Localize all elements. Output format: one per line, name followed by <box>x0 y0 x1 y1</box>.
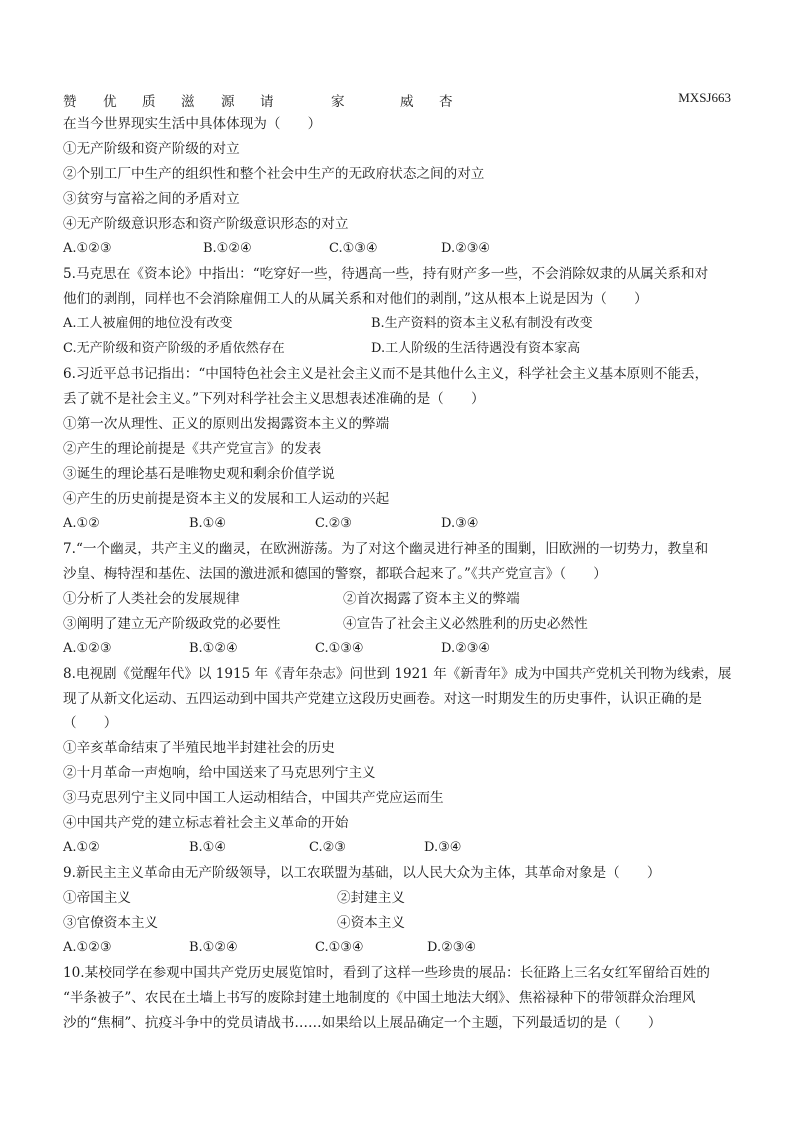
question-stem: 9.新民主主义革命由无产阶级领导，以工农联盟为基础，以人民大众为主体，其革命对象是（ ） <box>63 865 661 881</box>
answer-option: B.①④ <box>189 516 226 531</box>
answer-option: C.②③ <box>309 840 346 855</box>
document-code: MXSJ663 <box>678 90 731 105</box>
header-char: 威 <box>400 94 414 110</box>
statement-item: ①第一次从理性、正义的原则出发揭露资本主义的弊端 <box>63 416 390 432</box>
statement-item: ④宣告了社会主义必然胜利的历史必然性 <box>343 616 588 632</box>
answer-option: C.①③④ <box>329 241 378 256</box>
statement-item: ③阐明了建立无产阶级政党的必要性 <box>63 616 281 632</box>
answer-option: C.①③④ <box>315 641 364 656</box>
header-char: 家 <box>331 94 345 110</box>
page-header <box>63 90 731 108</box>
answer-option: B.①④ <box>189 840 226 855</box>
question-stem: 在当今世界现实生活中具体体现为（ ） <box>63 116 322 132</box>
answer-option: D.③④ <box>424 840 462 855</box>
answer-option: C.②③ <box>315 516 352 531</box>
answer-option: B.①②④ <box>189 641 238 656</box>
statement-item: ③贫穷与富裕之间的矛盾对立 <box>63 191 240 207</box>
answer-option: D.③④ <box>441 516 479 531</box>
question-stem: 丢了就不是社会主义。”下列对科学社会主义思想表述准确的是（ ） <box>63 391 485 407</box>
answer-option: B.①②④ <box>203 241 252 256</box>
header-char: 源 <box>221 94 235 110</box>
statement-item: ②十月革命一声炮响，给中国送来了马克思列宁主义 <box>63 765 376 781</box>
statement-item: ③官僚资本主义 <box>63 915 159 931</box>
answer-option: D.②③④ <box>441 641 491 656</box>
answer-option: B.①②④ <box>189 940 238 955</box>
statement-item: ②产生的理论前提是《共产党宣言》的发表 <box>63 441 322 457</box>
answer-option: A.①② <box>63 516 100 531</box>
header-char: 优 <box>103 94 117 110</box>
question-stem: 沙皇、梅特涅和基佐、法国的激进派和德国的警察，都联合起来了。”《共产党宣言》（ ） <box>63 566 607 582</box>
statement-item: ①无产阶级和资产阶级的对立 <box>63 141 240 157</box>
question-stem: 7.“一个幽灵，共产主义的幽灵，在欧洲游荡。为了对这个幽灵进行神圣的围剿，旧欧洲的一切势力，教皇和 <box>63 541 709 557</box>
statement-item: ②个别工厂中生产的组织性和整个社会中生产的无政府状态之间的对立 <box>63 166 485 182</box>
question-stem: 5.马克思在《资本论》中指出：“吃穿好一些，待遇高一些，持有财产多一些，不会消除奴隶的从属关系和对 <box>63 266 709 282</box>
answer-option: A.①②③ <box>63 241 112 256</box>
statement-item: ③诞生的理论基石是唯物史观和剩余价值学说 <box>63 466 335 482</box>
question-stem: 沙的“焦桐”、抗疫斗争中的党员请战书……如果给以上展品确定一个主题，下列最适切的是（ ） <box>63 1015 662 1031</box>
answer-option: D.②③④ <box>441 241 491 256</box>
statement-item: ④产生的历史前提是资本主义的发展和工人运动的兴起 <box>63 491 390 507</box>
statement-item: ④资本主义 <box>337 915 405 931</box>
answer-option: A.①② <box>63 840 100 855</box>
question-stem: （ ） <box>63 715 118 731</box>
question-stem: 他们的剥削，同样也不会消除雇佣工人的从属关系和对他们的剥削，”这从根本上说是因为（ ） <box>63 291 648 307</box>
question-stem: 8.电视剧《觉醒年代》以 1915 年《青年杂志》问世到 1921 年《新青年》成为中国共产党机关刊物为线索，展 <box>63 666 732 682</box>
answer-option: B.生产资料的资本主义私有制没有改变 <box>371 316 593 331</box>
statement-item: ①辛亥革命结束了半殖民地半封建社会的历史 <box>63 740 335 756</box>
answer-option: C.①③④ <box>315 940 364 955</box>
answer-option: C.无产阶级和资产阶级的矛盾依然存在 <box>63 341 285 356</box>
header-char: 质 <box>142 94 156 110</box>
question-stem: 现了从新文化运动、五四运动到中国共产党建立这段历史画卷。对这一时期发生的历史事件，认识正确的是 <box>63 691 702 707</box>
statement-item: ④中国共产党的建立标志着社会主义革命的开始 <box>63 815 349 831</box>
statement-item: ④无产阶级意识形态和资产阶级意识形态的对立 <box>63 216 349 232</box>
statement-item: ③马克思列宁主义同中国工人运动相结合，中国共产党应运而生 <box>63 790 444 806</box>
answer-option: A.工人被雇佣的地位没有改变 <box>63 316 233 331</box>
answer-option: D.工人阶级的生活待遇没有资本家高 <box>371 341 581 356</box>
answer-option: A.①②③ <box>63 940 112 955</box>
question-stem: 6.习近平总书记指出：“中国特色社会主义是社会主义而不是其他什么主义，科学社会主义基本原则不能丢， <box>63 366 709 382</box>
header-char: 滋 <box>181 94 195 110</box>
statement-item: ②首次揭露了资本主义的弊端 <box>343 591 520 607</box>
answer-option: A.①②③ <box>63 641 112 656</box>
header-char: 请 <box>260 94 274 110</box>
statement-item: ①分析了人类社会的发展规律 <box>63 591 240 607</box>
statement-item: ②封建主义 <box>337 890 405 906</box>
statement-item: ①帝国主义 <box>63 890 131 906</box>
header-char: 杏 <box>439 94 453 110</box>
answer-option: D.②③④ <box>427 940 477 955</box>
header-char: 赞 <box>63 94 77 110</box>
question-stem: “半条被子”、农民在土墙上书写的废除封建土地制度的《中国土地法大纲》、焦裕禄种下的带领群众治理风 <box>63 990 696 1006</box>
question-stem: 10.某校同学在参观中国共产党历史展览馆时，看到了这样一些珍贵的展品：长征路上三名女红军留给百姓的 <box>63 965 710 981</box>
